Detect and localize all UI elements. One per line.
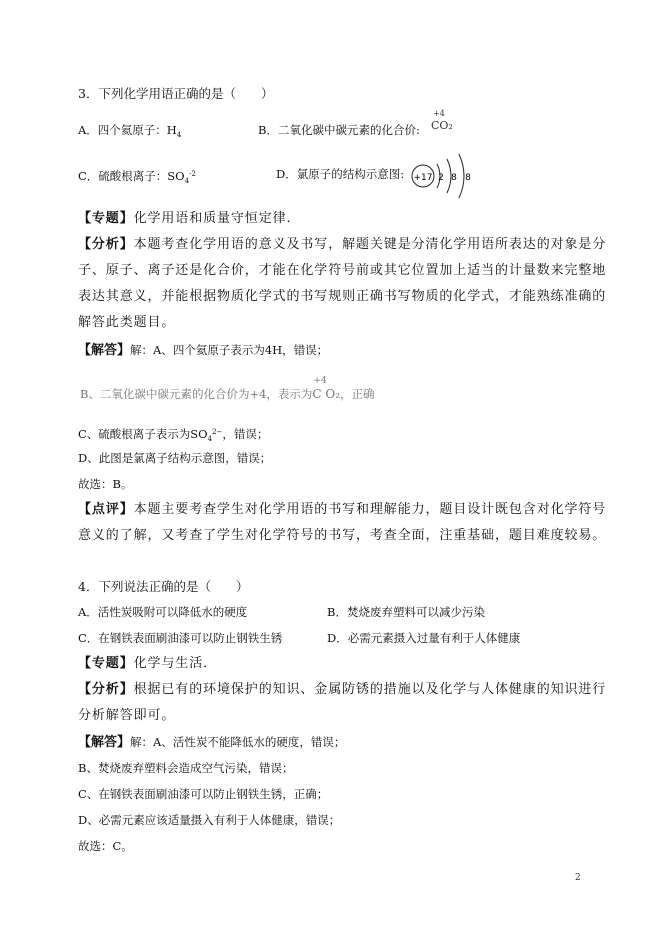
q4-topic: 【专题】化学与生活． — [78, 656, 218, 671]
q3-title: 3．下列化学用语正确的是（ ） — [78, 86, 274, 101]
q3-analysis-line-1: 【分析】本题考查化学用语的意义及书写，解题关键是分清化学用语所表达的对象是分 — [78, 237, 607, 252]
q3-option-b: B．二氧化碳中碳元素的化合价: — [258, 123, 420, 137]
q3-option-a: A．四个氦原子：$H_4$ — [78, 123, 182, 139]
q4-choose: 故选：C。 — [78, 839, 133, 853]
q4-analysis-line-2: 分析解答即可。 — [78, 708, 176, 723]
q3-analysis-line-2: 子、原子、离子还是化合价，才能在化学符号前或其它位置加上适当的计量数来完整地 — [78, 263, 607, 278]
page-number: 2 — [575, 873, 581, 883]
q3-option-c: C．硫酸根离子：$SO_4^{-2}$ — [78, 169, 196, 185]
q4-option-d: D．必需元素摄入过量有利于人体健康 — [327, 631, 521, 645]
q4-analysis-line-1: 【分析】根据已有的环境保护的知识、金属防锈的措施以及化学与人体健康的知识进行 — [78, 682, 607, 697]
electron-shell-3 — [459, 154, 464, 198]
q3-choose: 故选：B。 — [78, 477, 133, 491]
chlorine-structure-diagram — [410, 152, 480, 198]
q3-analysis-line-4: 解答此类题目。 — [78, 315, 176, 330]
q4-option-c: C．在钢铁表面刷油漆可以防止钢铁生锈 — [78, 631, 283, 645]
q3-option-b-formula: +4 CO₂ — [431, 109, 453, 132]
q3-option-d: D．氯原子的结构示意图: — [276, 167, 405, 181]
q3-comment-line-2: 意义的了解，又考查了学生对化学符号的书写，考查全面，注重基础，题目难度较易。 — [78, 528, 607, 543]
q4-title: 4．下列说法正确的是（ ） — [78, 579, 249, 594]
q4-answer-d: D、必需元素应该适量摄入有利于人体健康，错误； — [78, 813, 341, 827]
q4-answer-a: 【解答】解：A、活性炭不能降低水的硬度，错误； — [78, 735, 346, 750]
q3-answer-d: D、此图是氯离子结构示意图，错误； — [78, 451, 272, 465]
q3-comment-line-1: 【点评】本题主要考查学生对化学用语的书写和理解能力，题目设计既包含对化学符号 — [78, 502, 607, 517]
q4-option-a: A．活性炭吸附可以降低水的硬度 — [78, 605, 248, 619]
nucleus-label: +17 — [413, 173, 433, 183]
q4-answer-b: B、焚烧废弃塑料会造成空气污染，错误； — [78, 761, 294, 775]
q3-answer-a: 【解答】解：A、四个氦原子表示为4H，错误； — [78, 343, 329, 358]
q3-answer-b: B、二氧化碳中碳元素的化合价为+4，表示为 +4 C O₂，正确 — [80, 376, 375, 401]
q3-analysis-line-3: 表达其意义，并能根据物质化学式的书写规则正确书写物质的化学式，才能熟练准确的 — [78, 289, 607, 304]
q4-option-b: B．焚烧废弃塑料可以减少污染 — [327, 605, 485, 619]
shell-1-count: 2 — [438, 173, 444, 183]
q3-topic: 【专题】化学用语和质量守恒定律． — [78, 211, 301, 226]
q3-answer-c: C、硫酸根离子表示为$SO_4^{2-}$，错误； — [78, 427, 269, 443]
q4-answer-c: C、在钢铁表面刷油漆可以防止钢铁生锈，正确； — [78, 787, 329, 801]
shell-2-count: 8 — [451, 173, 457, 183]
shell-3-count: 8 — [465, 173, 471, 183]
